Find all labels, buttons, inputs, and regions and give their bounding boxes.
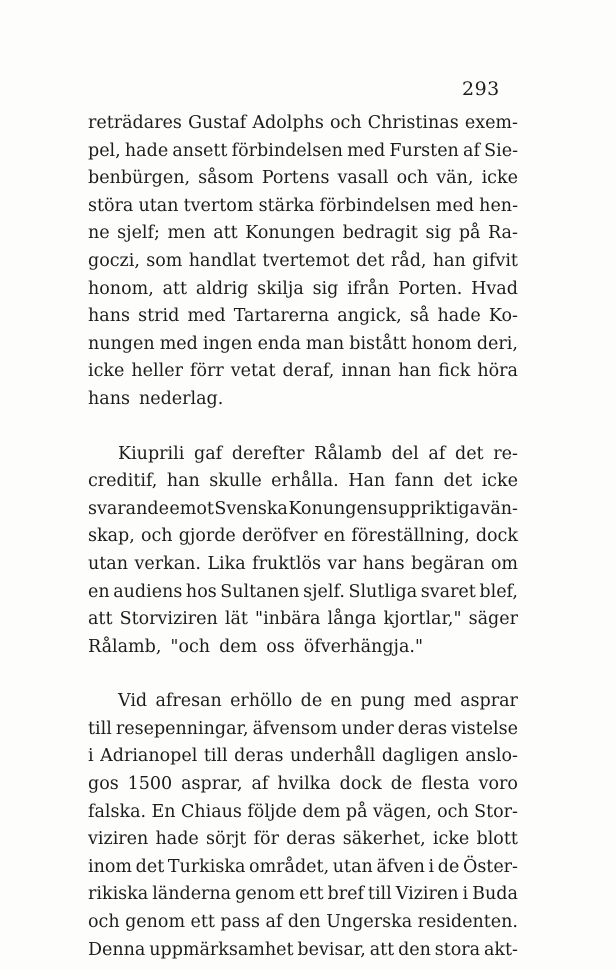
word: genom: [235, 884, 296, 905]
word: icke: [481, 471, 518, 492]
word: vägen,: [372, 801, 432, 822]
word: pel,: [88, 140, 121, 161]
word: Stor-: [474, 801, 518, 822]
word: Gustaf: [188, 113, 247, 133]
word: gifvit: [472, 250, 518, 271]
word: angick,: [337, 306, 402, 327]
word: föreställning,: [351, 526, 470, 547]
text-line: [88, 358, 518, 386]
word: fann: [394, 471, 435, 492]
word: oss: [266, 636, 295, 657]
word: Storviziren: [119, 609, 218, 630]
word: länderna: [152, 884, 232, 905]
text-line: [88, 496, 518, 524]
word: äfvensom: [252, 718, 338, 739]
word: men: [167, 223, 206, 244]
text-line: [88, 441, 518, 469]
text-line: [88, 303, 518, 331]
word: förr: [189, 361, 224, 382]
word: i: [462, 884, 469, 905]
word: dock: [339, 774, 382, 795]
word: vän,: [436, 168, 474, 189]
word: bedragit: [342, 223, 418, 244]
word: en: [323, 526, 346, 547]
text-line: [88, 881, 518, 909]
word: flesta: [421, 774, 470, 795]
text-line: [88, 579, 518, 607]
word: re-: [493, 443, 518, 464]
word: nederlag.: [138, 388, 224, 409]
word: erhålla.: [271, 471, 339, 492]
word: hans: [88, 388, 130, 409]
word: hos: [185, 581, 217, 602]
word: heller: [131, 361, 183, 382]
text-line: [88, 826, 518, 854]
word: dock: [475, 526, 518, 547]
word: säkerhet,: [342, 829, 426, 850]
word: uppriktiga: [387, 498, 481, 519]
word: 1500: [127, 774, 173, 795]
word: ingen: [202, 333, 253, 354]
word: vän-: [480, 498, 518, 519]
word: Adolphs: [252, 113, 324, 133]
word: och: [330, 113, 362, 133]
word: råd,: [390, 250, 427, 271]
word: uppmärksamhet: [149, 939, 294, 960]
word: sjelf.: [303, 581, 345, 602]
word: ett: [190, 912, 215, 933]
word: de: [437, 856, 460, 877]
word: och: [140, 526, 173, 547]
word: Porten.: [398, 278, 463, 299]
text-line: [88, 937, 518, 965]
word: Ko-: [488, 306, 518, 327]
word: goczi,: [88, 250, 140, 271]
word: skap,: [88, 526, 135, 547]
word: pass: [220, 912, 261, 933]
word: var: [327, 553, 357, 574]
word: det: [443, 471, 473, 492]
word: säger: [468, 609, 518, 630]
word: till: [203, 746, 228, 767]
text-line: [88, 854, 518, 882]
word: Buda: [472, 884, 518, 905]
word: resepenningar,: [115, 718, 249, 739]
word: afresan: [155, 691, 222, 712]
word: hans: [362, 553, 405, 574]
word: audiens: [113, 581, 183, 602]
word: öfverhängja.": [303, 636, 424, 657]
word: och: [437, 801, 469, 822]
word: akt-: [483, 939, 518, 960]
word: af: [265, 912, 283, 933]
word: honom,: [88, 278, 154, 299]
word: deraf,: [282, 361, 335, 382]
word: dem: [302, 801, 341, 822]
word: med: [187, 306, 226, 327]
text-line: [88, 771, 518, 799]
text-line: [88, 634, 518, 662]
text-line: [88, 523, 518, 551]
word: tvertemot: [262, 250, 350, 271]
text-line: [88, 165, 518, 193]
word: dem: [219, 636, 258, 657]
word: Lika: [207, 553, 246, 574]
word: icke: [88, 361, 125, 382]
word: deri,: [476, 333, 518, 354]
word: området,: [249, 856, 330, 877]
word: blott: [476, 829, 518, 850]
text-line: [88, 743, 518, 771]
word: hvilka: [277, 774, 331, 795]
text-line: [88, 688, 518, 716]
word: han: [166, 471, 200, 492]
word: Slutliga: [348, 581, 418, 602]
word: Fursten: [389, 140, 459, 161]
word: som: [146, 250, 183, 271]
word: sjelf;: [117, 223, 160, 244]
word: bevisar,: [297, 939, 366, 960]
word: på: [458, 223, 481, 244]
word: utan: [138, 195, 179, 216]
word: det: [355, 250, 385, 271]
word: creditif,: [88, 471, 158, 492]
word: derefter: [231, 443, 305, 464]
paragraph-gap: [88, 414, 518, 441]
word: af: [251, 774, 269, 795]
word: att: [88, 609, 113, 630]
word: att: [162, 278, 188, 299]
word: till: [88, 718, 112, 739]
word: Adrianopel: [100, 746, 198, 767]
word: icke: [481, 168, 518, 189]
word: störa: [88, 195, 134, 216]
word: blef,: [479, 581, 518, 602]
word: Portens: [261, 168, 330, 189]
word: En: [151, 801, 176, 822]
word: han: [398, 361, 432, 382]
word: deras: [397, 718, 448, 739]
word: i: [88, 746, 94, 767]
word: residenten.: [417, 912, 518, 933]
word: på: [345, 801, 368, 822]
word: Denna: [88, 939, 146, 960]
word: reträdares: [88, 113, 182, 133]
page-number: 293: [462, 78, 500, 100]
text-line: [88, 220, 518, 248]
word: stora: [434, 939, 481, 960]
word: ne: [88, 223, 110, 244]
word: Christinas: [367, 113, 459, 133]
word: verkan.: [134, 553, 201, 574]
word: emot: [169, 498, 214, 519]
word: med: [435, 195, 475, 216]
paragraph-2: [88, 441, 518, 662]
word: man: [305, 333, 345, 354]
word: hen-: [479, 195, 518, 216]
text-line: [88, 386, 518, 414]
word: asprar,: [181, 774, 243, 795]
word: med: [159, 333, 198, 354]
text-line: [88, 799, 518, 827]
word: och: [396, 168, 429, 189]
word: förbindelsen: [319, 195, 431, 216]
word: svaret: [420, 581, 476, 602]
word: deras: [286, 829, 336, 850]
word: den: [398, 939, 431, 960]
word: Sultanen: [220, 581, 300, 602]
word: skulle: [209, 471, 262, 492]
word: viziren: [88, 829, 149, 850]
word: falska.: [88, 801, 147, 822]
word: äfven: [376, 856, 425, 877]
word: Kiuprili: [118, 443, 185, 464]
word: Vid: [118, 691, 148, 712]
word: utan: [332, 856, 373, 877]
word: Sie-: [484, 140, 518, 161]
word: erhöllo: [230, 691, 293, 712]
word: en: [88, 581, 110, 602]
word: Hvad: [471, 278, 518, 299]
word: att: [213, 223, 238, 244]
word: innan: [341, 361, 392, 382]
word: skilja: [257, 278, 304, 299]
word: sörjt: [206, 829, 247, 850]
word: genom: [125, 912, 186, 933]
word: gjorde: [178, 526, 236, 547]
word: och: [88, 912, 120, 933]
word: höra: [477, 361, 518, 382]
word: att: [369, 939, 395, 960]
word: ett: [299, 884, 324, 905]
word: om: [490, 553, 518, 574]
word: bistått: [349, 333, 407, 354]
word: underhåll: [289, 746, 376, 767]
word: deras: [234, 746, 284, 767]
word: sig: [425, 223, 452, 244]
word: anslo-: [465, 746, 518, 767]
text-line: [88, 716, 518, 744]
text-line: [88, 551, 518, 579]
word: hans: [88, 306, 130, 327]
word: Rålamb,: [88, 636, 162, 657]
word: långa: [327, 609, 377, 630]
paragraph-gap: [88, 661, 518, 688]
text-line: [88, 193, 518, 221]
word: rikiska: [88, 884, 149, 905]
word: Konungens: [288, 498, 388, 519]
word: pung: [360, 691, 406, 712]
word: aldrig: [195, 278, 249, 299]
word: af: [463, 140, 480, 161]
word: Ra-: [487, 223, 518, 244]
word: han: [432, 250, 466, 271]
word: till: [367, 884, 392, 905]
word: Ungerska: [326, 912, 413, 933]
text-line: [88, 276, 518, 304]
text-line: [88, 331, 518, 359]
word: ifrån: [347, 278, 390, 299]
word: gaf: [194, 443, 223, 464]
word: exem-: [464, 113, 518, 133]
word: gos: [88, 774, 119, 795]
word: hade: [437, 306, 481, 327]
word: del: [391, 443, 419, 464]
word: i: [428, 856, 435, 877]
word: honom: [411, 333, 472, 354]
word: så: [409, 306, 430, 327]
body-text: [88, 110, 518, 964]
word: Turkiska: [167, 856, 246, 877]
word: ansett: [172, 140, 228, 161]
word: hade: [124, 140, 169, 161]
word: fruktlös: [252, 553, 322, 574]
word: med: [413, 691, 452, 712]
word: utan: [88, 553, 129, 574]
word: kjortlar,": [383, 609, 462, 630]
word: sig: [312, 278, 339, 299]
word: under: [341, 718, 394, 739]
word: "och: [170, 636, 211, 657]
word: fick: [438, 361, 471, 382]
word: inom: [88, 856, 132, 877]
text-line: [88, 606, 518, 634]
word: de: [300, 691, 323, 712]
word: den: [287, 912, 321, 933]
word: Viziren: [395, 884, 459, 905]
word: icke: [432, 829, 470, 850]
word: vasall: [337, 168, 389, 189]
word: Chiaus: [180, 801, 242, 822]
word: vistelse: [451, 718, 518, 739]
word: stärka: [258, 195, 315, 216]
word: vetat: [230, 361, 276, 382]
paragraph-3: [88, 688, 518, 964]
word: med: [347, 140, 386, 161]
word: benbürgen,: [88, 168, 191, 189]
word: strid: [138, 306, 180, 327]
word: det: [455, 443, 484, 464]
word: af: [428, 443, 446, 464]
word: tvertom: [183, 195, 254, 216]
word: hade: [155, 829, 199, 850]
word: begäran: [411, 553, 485, 574]
word: nungen: [88, 333, 155, 354]
word: Konungen: [245, 223, 336, 244]
word: bref: [327, 884, 364, 905]
text-line: [88, 110, 518, 138]
word: deröfver: [241, 526, 318, 547]
word: voro: [478, 774, 518, 795]
word: följde: [247, 801, 297, 822]
word: "inbära: [255, 609, 321, 630]
word: Rålamb: [314, 443, 382, 464]
word: Han: [348, 471, 386, 492]
text-line: [88, 248, 518, 276]
word: asprar: [460, 691, 518, 712]
word: Tartarerna: [233, 306, 330, 327]
text-line: [88, 909, 518, 937]
word: handlat: [188, 250, 257, 271]
text-line: [88, 138, 518, 166]
word: Öster-: [462, 856, 518, 877]
word: svarande: [88, 498, 169, 519]
text-line: [88, 468, 518, 496]
word: de: [390, 774, 413, 795]
paragraph-1: [88, 110, 518, 414]
word: dagligen: [381, 746, 459, 767]
word: det: [135, 856, 165, 877]
word: lät: [224, 609, 248, 630]
word: en: [330, 691, 353, 712]
word: förbindelsen: [231, 140, 343, 161]
word: såsom: [198, 168, 254, 189]
word: enda: [257, 333, 301, 354]
word: Svenska: [214, 498, 288, 519]
word: för: [253, 829, 279, 850]
